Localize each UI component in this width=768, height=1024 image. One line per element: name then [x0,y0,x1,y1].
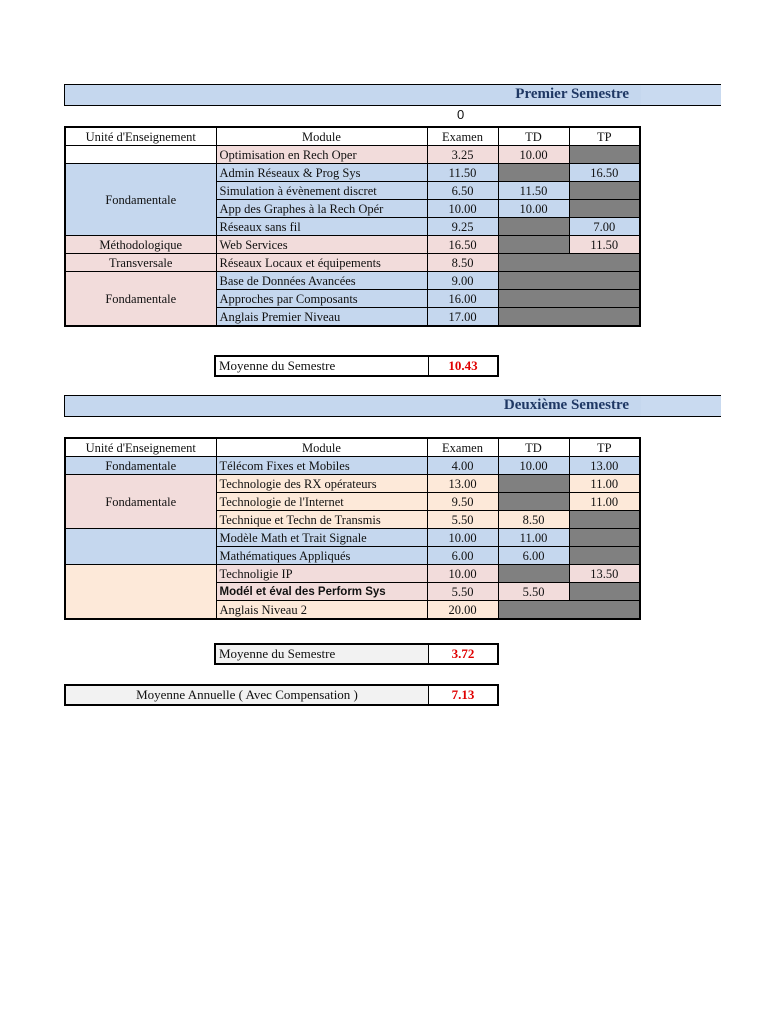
tp-cell: 16.50 [569,164,640,182]
examen-cell: 16.50 [427,236,498,254]
module-cell: Réseaux Locaux et équipements [216,254,427,272]
td-cell-empty [498,565,569,583]
table-row [65,565,640,583]
semester2-average-label: Moyenne du Semestre [216,645,429,663]
ue-cell: Fondamentale [65,164,216,236]
tp-cell-empty [569,182,640,200]
tp-cell: 7.00 [569,218,640,236]
td-cell: 11.50 [498,182,569,200]
header-td: TD [498,438,569,457]
td-tp-cell-empty [498,290,640,308]
table-row [65,164,640,182]
annual-average-box [64,684,499,706]
tp-cell-empty [569,583,640,601]
td-tp-cell-empty [498,254,640,272]
module-cell: Base de Données Avancées [216,272,427,290]
td-tp-cell-empty [498,272,640,290]
semester1-banner [64,84,721,106]
table-row [65,475,640,493]
table-row [65,529,640,547]
examen-cell: 9.25 [427,218,498,236]
module-cell: Technoligie IP [216,565,427,583]
tp-cell: 11.00 [569,475,640,493]
tp-cell-empty [569,200,640,218]
semester1-title: Premier Semestre [515,86,629,102]
ue-cell [65,146,216,164]
td-cell-empty [498,475,569,493]
examen-cell: 6.00 [427,547,498,565]
examen-cell: 13.00 [427,475,498,493]
td-cell: 10.00 [498,200,569,218]
tp-cell-empty [569,529,640,547]
semester2-table [64,437,641,620]
semester1-table [64,126,641,327]
module-cell: Télécom Fixes et Mobiles [216,457,427,475]
ue-cell: Fondamentale [65,457,216,475]
tp-cell: 11.50 [569,236,640,254]
examen-cell: 10.00 [427,200,498,218]
examen-cell: 20.00 [427,601,498,620]
zero-marker: 0 [457,107,465,122]
td-tp-cell-empty [498,308,640,327]
semester1-average-value: 10.43 [448,358,478,373]
tp-cell: 13.50 [569,565,640,583]
header-ue: Unité d'Enseignement [65,438,216,457]
examen-cell: 17.00 [427,308,498,327]
examen-cell: 9.00 [427,272,498,290]
header-tp: TP [569,127,640,146]
module-cell: Réseaux sans fil [216,218,427,236]
ue-cell [65,565,216,620]
ue-cell: Transversale [65,254,216,272]
table-row [65,236,640,254]
ue-cell: Fondamentale [65,475,216,529]
module-cell: Technologie de l'Internet [216,493,427,511]
tp-cell-empty [569,511,640,529]
semester2-banner [64,395,721,417]
examen-cell: 8.50 [427,254,498,272]
examen-cell: 10.00 [427,565,498,583]
examen-cell: 10.00 [427,529,498,547]
ue-cell: Méthodologique [65,236,216,254]
td-cell-empty [498,164,569,182]
module-cell: Mathématiques Appliqués [216,547,427,565]
module-cell: Optimisation en Rech Oper [216,146,427,164]
semester1-average-label: Moyenne du Semestre [216,357,429,375]
ue-cell: Fondamentale [65,272,216,327]
table-row [65,272,640,290]
module-cell: Anglais Premier Niveau [216,308,427,327]
examen-cell: 11.50 [427,164,498,182]
header-ue: Unité d'Enseignement [65,127,216,146]
tp-cell: 11.00 [569,493,640,511]
header-tp: TP [569,438,640,457]
module-cell: Modèle Math et Trait Signale [216,529,427,547]
module-cell: Modél et éval des Perform Sys [216,583,427,601]
annual-average-label: Moyenne Annuelle ( Avec Compensation ) [66,686,429,704]
td-cell: 10.00 [498,457,569,475]
examen-cell: 9.50 [427,493,498,511]
semester1-average-box [214,355,499,377]
module-cell: Anglais Niveau 2 [216,601,427,620]
td-cell: 11.00 [498,529,569,547]
td-cell: 8.50 [498,511,569,529]
examen-cell: 6.50 [427,182,498,200]
examen-cell: 16.00 [427,290,498,308]
header-module: Module [216,127,427,146]
header-examen: Examen [427,127,498,146]
tp-cell: 13.00 [569,457,640,475]
examen-cell: 5.50 [427,583,498,601]
semester2-average-value: 3.72 [451,646,475,661]
table-header-row [65,438,640,457]
table-row [65,146,640,164]
td-cell-empty [498,493,569,511]
examen-cell: 5.50 [427,511,498,529]
module-cell: Admin Réseaux & Prog Sys [216,164,427,182]
tp-cell-empty [569,547,640,565]
module-cell: Technique et Techn de Transmis [216,511,427,529]
module-cell: App des Graphes à la Rech Opér [216,200,427,218]
semester2-title: Deuxième Semestre [503,397,629,413]
td-cell: 6.00 [498,547,569,565]
header-td: TD [498,127,569,146]
header-module: Module [216,438,427,457]
td-tp-cell-empty [498,601,640,620]
examen-cell: 3.25 [427,146,498,164]
table-row [65,254,640,272]
examen-cell: 4.00 [427,457,498,475]
header-examen: Examen [427,438,498,457]
td-cell-empty [498,218,569,236]
td-cell: 5.50 [498,583,569,601]
ue-cell [65,529,216,565]
table-header-row [65,127,640,146]
table-row [65,457,640,475]
module-cell: Web Services [216,236,427,254]
annual-average-value: 7.13 [451,687,475,702]
semester2-average-box [214,643,499,665]
td-cell-empty [498,236,569,254]
td-cell: 10.00 [498,146,569,164]
module-cell: Technologie des RX opérateurs [216,475,427,493]
tp-cell-empty [569,146,640,164]
module-cell: Simulation à évènement discret [216,182,427,200]
module-cell: Approches par Composants [216,290,427,308]
